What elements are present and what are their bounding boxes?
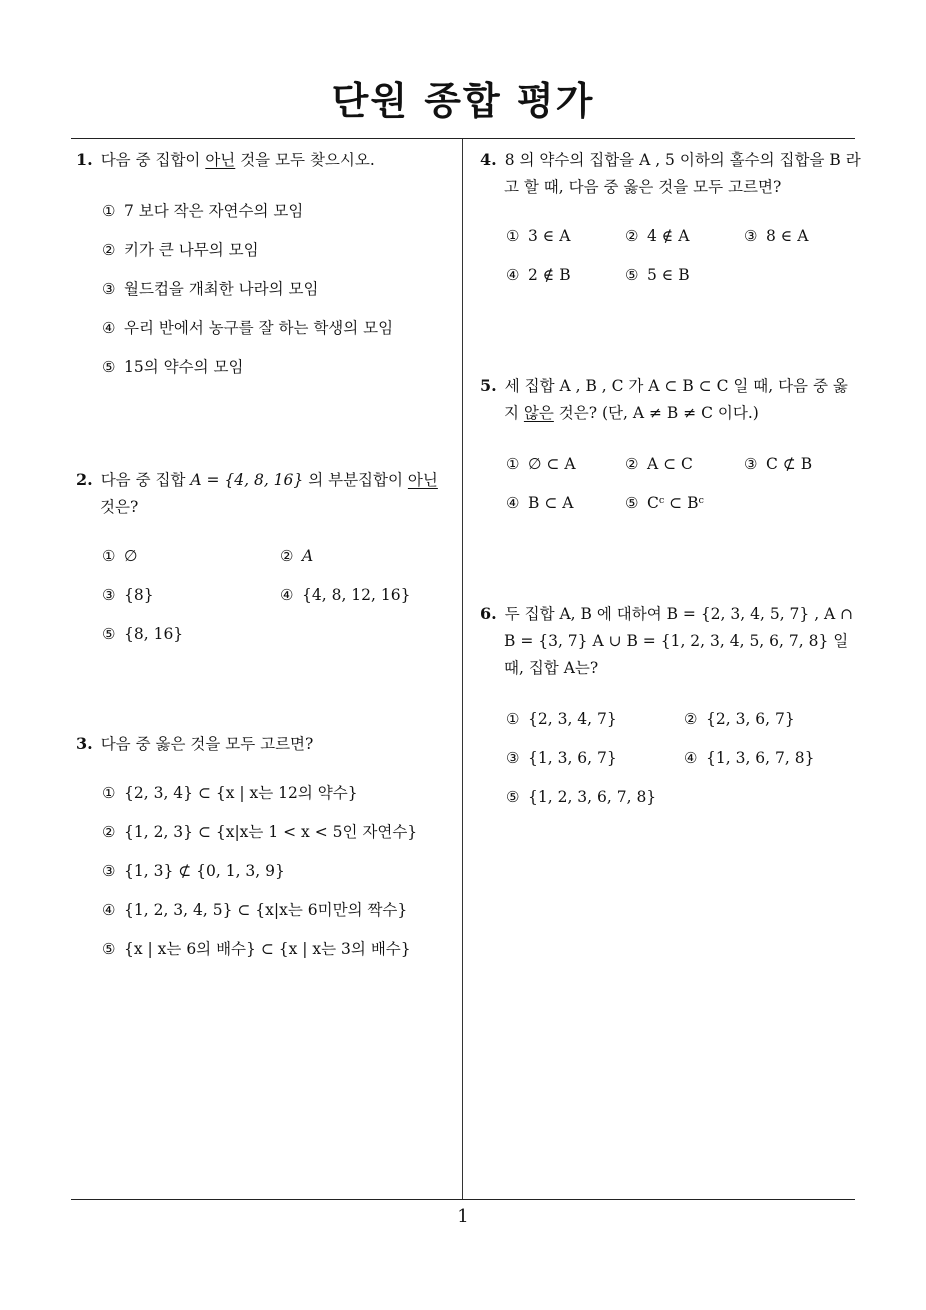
stem-text: 것을 모두 찾으시오. — [235, 151, 375, 169]
option-mark: ⑤ — [625, 266, 639, 284]
option-mark: ② — [280, 547, 294, 565]
question-6-stem — [480, 600, 862, 682]
option-row — [506, 745, 862, 784]
option-mark: ④ — [506, 494, 520, 512]
question-3 — [76, 730, 456, 975]
footer-divider — [71, 1199, 855, 1200]
option-list — [102, 198, 454, 393]
option-3[interactable] — [506, 745, 684, 772]
option-1[interactable] — [506, 223, 625, 250]
option-text: ∅ ⊂ A — [528, 455, 576, 473]
option-text: 월드컵을 개최한 나라의 모임 — [124, 280, 319, 298]
option-mark: ④ — [506, 266, 520, 284]
option-text: 5 ∈ B — [647, 266, 690, 284]
option-text: {x | x는 6의 배수} ⊂ {x | x는 3의 배수} — [124, 940, 411, 958]
stem-math: A = {4, 8, 16} — [190, 471, 304, 489]
option-row — [506, 490, 862, 529]
option-text: {1, 3, 6, 7} — [528, 749, 617, 767]
option-mark: ① — [506, 455, 520, 473]
stem-text: 세 집합 A , B , C 가 A ⊂ B ⊂ C 일 때, 다음 중 옳지 — [504, 377, 848, 422]
option-3[interactable] — [102, 276, 454, 315]
option-text: {2, 3, 4, 7} — [528, 710, 617, 728]
question-1 — [76, 146, 454, 393]
option-5[interactable] — [102, 936, 456, 975]
question-5 — [480, 372, 862, 529]
option-list — [102, 543, 456, 660]
column-divider — [462, 139, 463, 1199]
option-mark: ④ — [280, 586, 294, 604]
option-text: 2 ∉ B — [528, 266, 571, 284]
option-list — [506, 451, 862, 529]
stem-text: 의 부분집합이 — [303, 471, 408, 489]
stem-text: 다음 중 집합 — [100, 471, 191, 489]
option-row — [506, 223, 862, 262]
option-mark: ⑤ — [625, 494, 639, 512]
stem-text: 것은? — [100, 498, 139, 516]
question-1-stem — [76, 146, 454, 174]
option-text: {8} — [124, 586, 154, 604]
option-text: {1, 2, 3, 6, 7, 8} — [528, 788, 657, 806]
question-number: 5. — [480, 376, 497, 395]
option-4[interactable] — [102, 897, 456, 936]
question-number: 3. — [76, 734, 93, 753]
question-4 — [480, 146, 862, 301]
option-mark: ② — [684, 710, 698, 728]
question-number: 6. — [480, 604, 497, 623]
option-list — [506, 223, 862, 301]
option-mark: ③ — [744, 455, 758, 473]
stem-text: 두 집합 A, B 에 대하여 B = {2, 3, 4, 5, 7} , A ∩ B = {3, 7} A ∪ B = {1, 2, 3, 4, 5, 6, 7, 8} 일 때, 집합 A는? — [504, 605, 854, 677]
question-3-stem — [76, 730, 456, 758]
option-text: 우리 반에서 농구를 잘 하는 학생의 모임 — [124, 319, 394, 337]
option-mark: ① — [102, 547, 116, 565]
option-1[interactable] — [102, 543, 280, 570]
option-text: {1, 2, 3} ⊂ {x|x는 1 < x < 5인 자연수} — [124, 823, 418, 841]
option-text: B ⊂ A — [528, 494, 574, 512]
option-text: 8 ∈ A — [766, 227, 809, 245]
option-row — [506, 706, 862, 745]
option-text: 15의 약수의 모임 — [124, 358, 244, 376]
option-text: {4, 8, 12, 16} — [302, 586, 411, 604]
option-mark: ④ — [684, 749, 698, 767]
option-text: ∅ — [124, 547, 138, 565]
stem-emphasis: 아닌 — [205, 151, 236, 169]
option-mark: ⑤ — [102, 625, 116, 643]
option-mark: ③ — [506, 749, 520, 767]
question-2-stem — [76, 466, 456, 521]
option-3[interactable] — [744, 451, 812, 478]
option-4[interactable] — [684, 745, 814, 772]
stem-emphasis: 않은 — [523, 404, 554, 422]
option-4[interactable] — [102, 315, 454, 354]
option-text: A — [302, 547, 314, 565]
option-row — [102, 543, 456, 582]
page-title: 단원 종합 평가 — [331, 79, 595, 123]
question-4-stem — [480, 146, 862, 201]
question-6 — [480, 600, 862, 823]
option-4[interactable] — [280, 582, 410, 609]
option-2[interactable] — [625, 451, 744, 478]
option-2[interactable] — [280, 543, 313, 570]
option-text: {2, 3, 4} ⊂ {x | x는 12의 약수} — [124, 784, 358, 802]
option-mark: ② — [625, 455, 639, 473]
option-text: {1, 3, 6, 7, 8} — [706, 749, 815, 767]
option-row — [506, 451, 862, 490]
option-5[interactable] — [506, 784, 656, 811]
option-2[interactable] — [102, 819, 456, 858]
option-row — [506, 262, 862, 301]
stem-text: 8 의 약수의 집합을 A , 5 이하의 홀수의 집합을 B 라고 할 때, 다음 중 옳은 것을 모두 고르면? — [504, 151, 861, 196]
question-number: 1. — [76, 150, 93, 169]
option-1[interactable] — [506, 706, 684, 733]
option-mark: ③ — [102, 862, 116, 880]
option-row — [102, 621, 456, 660]
option-3[interactable] — [102, 582, 280, 609]
option-5[interactable] — [102, 354, 454, 393]
option-text: Cᶜ ⊂ Bᶜ — [647, 494, 704, 512]
option-row — [506, 784, 862, 823]
option-list — [506, 706, 862, 823]
option-3[interactable] — [744, 223, 808, 250]
option-mark: ④ — [102, 901, 116, 919]
option-4[interactable] — [506, 490, 625, 517]
question-2 — [76, 466, 456, 660]
option-mark: ③ — [102, 280, 116, 298]
option-mark: ④ — [102, 319, 116, 337]
option-mark: ⑤ — [102, 940, 116, 958]
option-1[interactable] — [102, 780, 456, 819]
option-1[interactable] — [102, 198, 454, 237]
option-mark: ① — [102, 202, 116, 220]
question-number: 2. — [76, 470, 93, 489]
stem-emphasis: 아닌 — [407, 471, 438, 489]
option-mark: ① — [506, 710, 520, 728]
option-mark: ③ — [102, 586, 116, 604]
option-mark: ① — [102, 784, 116, 802]
option-text: {1, 2, 3, 4, 5} ⊂ {x|x는 6미만의 짝수} — [124, 901, 408, 919]
option-text: {8, 16} — [124, 625, 184, 643]
option-mark: ② — [102, 241, 116, 259]
option-mark: ⑤ — [506, 788, 520, 806]
option-2[interactable] — [625, 223, 744, 250]
option-5[interactable] — [102, 621, 183, 648]
option-text: {1, 3} ⊄ {0, 1, 3, 9} — [124, 862, 285, 880]
option-row — [102, 582, 456, 621]
option-1[interactable] — [506, 451, 625, 478]
option-list — [102, 780, 456, 975]
option-text: A ⊂ C — [647, 455, 693, 473]
stem-text: 것은? (단, A ≠ B ≠ C 이다.) — [553, 404, 759, 422]
option-mark: ② — [102, 823, 116, 841]
page-number: 1 — [457, 1206, 469, 1227]
option-5[interactable] — [625, 262, 690, 289]
option-text: 4 ∉ A — [647, 227, 690, 245]
option-text: 7 보다 작은 자연수의 모임 — [124, 202, 304, 220]
option-mark: ③ — [744, 227, 758, 245]
option-4[interactable] — [506, 262, 625, 289]
option-text: {2, 3, 6, 7} — [706, 710, 795, 728]
question-5-stem — [480, 372, 862, 427]
option-5[interactable] — [625, 490, 704, 517]
question-number: 4. — [480, 150, 497, 169]
stem-text: 다음 중 옳은 것을 모두 고르면? — [100, 735, 314, 753]
option-mark: ⑤ — [102, 358, 116, 376]
option-text: 3 ∈ A — [528, 227, 571, 245]
option-2[interactable] — [102, 237, 454, 276]
option-text: 키가 큰 나무의 모임 — [124, 241, 259, 259]
stem-text: 다음 중 집합이 — [100, 151, 206, 169]
option-2[interactable] — [684, 706, 795, 733]
option-3[interactable] — [102, 858, 456, 897]
option-text: C ⊄ B — [766, 455, 813, 473]
option-mark: ① — [506, 227, 520, 245]
option-mark: ② — [625, 227, 639, 245]
title-divider — [71, 138, 855, 139]
